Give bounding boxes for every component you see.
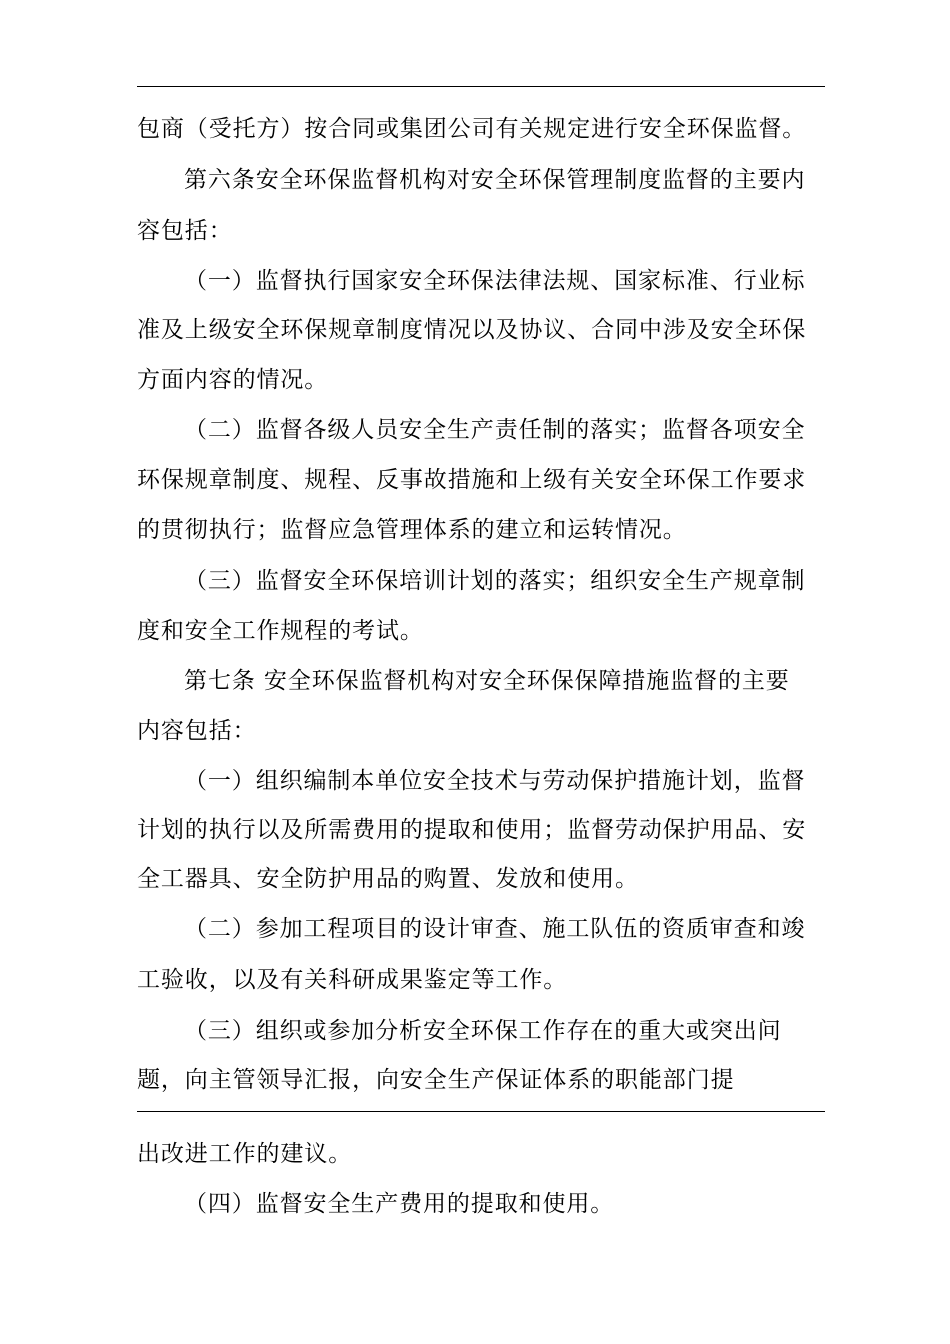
text-line: （一）组织编制本单位安全技术与劳动保护措施计划，监督 (184, 768, 806, 794)
text-line: 计划的执行以及所需费用的提取和使用；监督劳动保护用品、安 (137, 817, 807, 843)
page-break-divider (137, 1111, 825, 1112)
text-line: 容包括： (137, 218, 233, 244)
text-line: （二）参加工程项目的设计审查、施工队伍的资质审查和竣 (184, 916, 806, 942)
text-line: （三）组织或参加分析安全环保工作存在的重大或突出问 (184, 1018, 782, 1044)
text-line: 准及上级安全环保规章制度情况以及协议、合同中涉及安全环保 (137, 317, 807, 343)
text-line: （三）监督安全环保培训计划的落实；组织安全生产规章制 (184, 568, 806, 594)
text-line: 出改进工作的建议。 (137, 1141, 353, 1167)
text-line: 全工器具、安全防护用品的购置、发放和使用。 (137, 866, 639, 892)
text-line: 题，向主管领导汇报，向安全生产保证体系的职能部门提 (137, 1067, 735, 1093)
text-line: （二）监督各级人员安全生产责任制的落实；监督各项安全 (184, 417, 806, 443)
top-divider (137, 86, 825, 87)
text-line: 第六条安全环保监督机构对安全环保管理制度监督的主要内 (184, 167, 806, 193)
text-line: 度和安全工作规程的考试。 (137, 618, 424, 644)
text-line: （一）监督执行国家安全环保法律法规、国家标准、行业标 (184, 268, 806, 294)
text-line: 环保规章制度、规程、反事故措施和上级有关安全环保工作要求 (137, 467, 807, 493)
text-line: （四）监督安全生产费用的提取和使用。 (184, 1191, 615, 1217)
text-line: 工验收，以及有关科研成果鉴定等工作。 (137, 967, 568, 993)
text-line: 的贯彻执行；监督应急管理体系的建立和运转情况。 (137, 517, 687, 543)
text-line: 内容包括： (137, 718, 257, 744)
text-line: 方面内容的情况。 (137, 367, 329, 393)
text-line: 第七条 安全环保监督机构对安全环保保障措施监督的主要 (184, 668, 790, 694)
text-line: 包商（受托方）按合同或集团公司有关规定进行安全环保监督。 (137, 116, 807, 142)
